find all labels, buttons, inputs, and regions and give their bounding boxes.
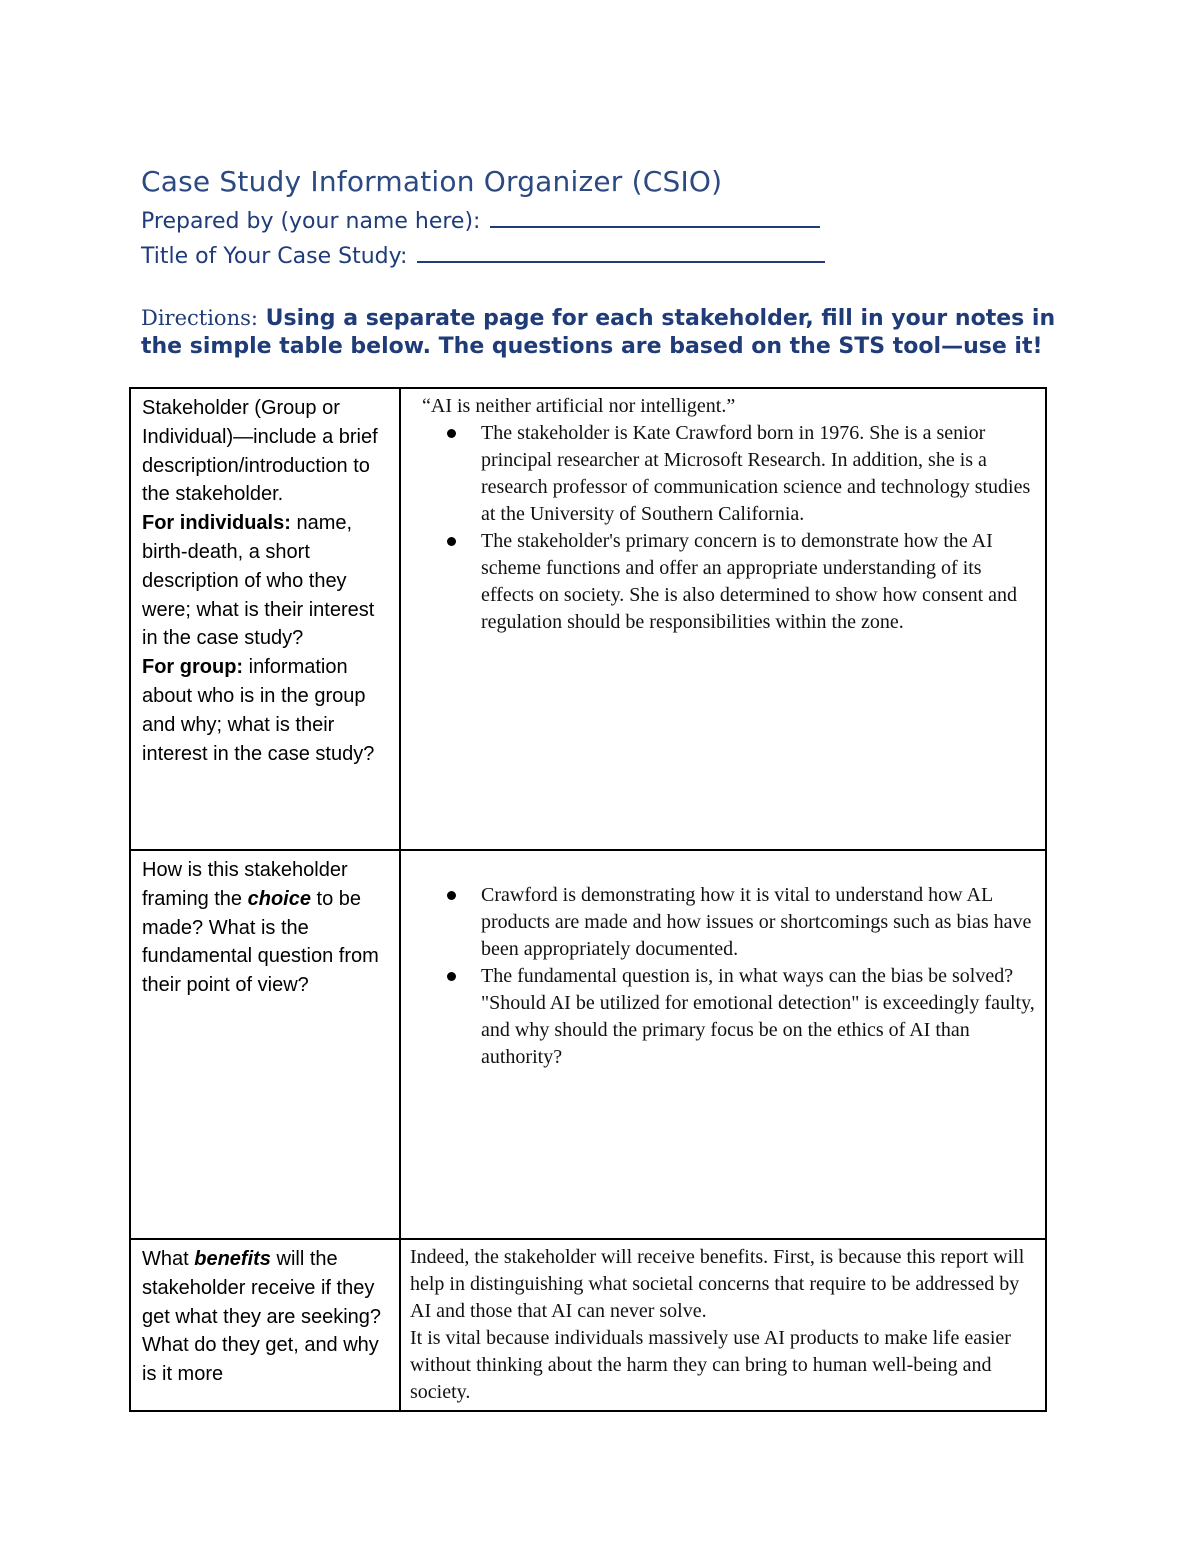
stakeholder-question-cell bbox=[130, 388, 400, 850]
list-item: The fundamental question is, in what ways can the bias be solved? "Should AI be utilized for emotional detection" is exceedingly faulty, and why should the primary focus be on the ethics of AI than authority? bbox=[481, 963, 1035, 1071]
benefits-paragraph: It is vital because individuals massively use AI products to make life easier without thinking about the harm they can bring to human well-being and society. bbox=[410, 1327, 1011, 1403]
individuals-text: name, birth-death, a short description of who they were; what is their interest in the case study? bbox=[142, 512, 375, 650]
benefits-paragraph: Indeed, the stakeholder will receive benefits. First, is because this report will help in distinguishing what societal concerns that require to be addressed by AI and those that AI can never solve. bbox=[410, 1246, 1025, 1322]
benefits-question-after: will the stakeholder receive if they get what they are seeking? What do they get, and why is it more bbox=[142, 1248, 382, 1386]
prepared-by-line bbox=[141, 206, 820, 234]
prepared-by-blank[interactable] bbox=[490, 206, 820, 228]
case-title-line bbox=[141, 241, 825, 269]
benefits-question-emphasis: benefits bbox=[194, 1248, 271, 1270]
directions bbox=[141, 304, 1071, 361]
benefits-answer-cell[interactable] bbox=[400, 1239, 1046, 1411]
choice-bullet-list bbox=[410, 882, 1035, 1071]
prepared-by-label: Prepared by (your name here): bbox=[141, 209, 481, 234]
choice-question-cell bbox=[130, 850, 400, 1239]
table-row bbox=[130, 850, 1046, 1239]
table-row bbox=[130, 388, 1046, 850]
choice-question-before: How is this stakeholder framing the bbox=[142, 859, 348, 910]
list-item: Crawford is demonstrating how it is vital to understand how AL products are made and how issues or shortcomings such as bias have been appropriately documented. bbox=[481, 882, 1035, 963]
group-label: For group: bbox=[142, 656, 244, 679]
choice-answer-cell[interactable] bbox=[400, 850, 1046, 1239]
stakeholder-quote: “AI is neither artificial nor intelligent.” bbox=[422, 395, 736, 417]
choice-question-after: to be made? What is the fundamental question from their point of view? bbox=[142, 887, 379, 997]
choice-question-emphasis: choice bbox=[247, 887, 311, 910]
stakeholder-answer-cell[interactable] bbox=[400, 388, 1046, 850]
table-row bbox=[130, 1239, 1046, 1411]
benefits-question-before: What bbox=[142, 1248, 189, 1270]
case-title-label: Title of Your Case Study: bbox=[141, 244, 408, 269]
group-text: information about who is in the group and why; what is their interest in the case study? bbox=[142, 656, 375, 765]
empty-line bbox=[410, 855, 1035, 882]
benefits-question-cell bbox=[130, 1239, 400, 1411]
directions-label: Directions: bbox=[141, 306, 258, 330]
directions-text: Using a separate page for each stakeholder, fill in your notes in the simple table below. The questions are based on the STS tool—use it! bbox=[141, 306, 1056, 359]
list-item: The stakeholder's primary concern is to demonstrate how the AI scheme functions and offer an appropriate understanding of its effects on society. She is also determined to show how consent and regulation should be responsibilities within the zone. bbox=[481, 528, 1035, 636]
case-title-blank[interactable] bbox=[417, 241, 825, 263]
list-item: The stakeholder is Kate Crawford born in 1976. She is a senior principal researcher at Microsoft Research. In addition, she is a research professor of communication science and technology studies at the University of Southern California. bbox=[481, 420, 1035, 528]
stakeholder-bullet-list bbox=[410, 420, 1035, 636]
stakeholder-table bbox=[129, 387, 1047, 1412]
individuals-label: For individuals: bbox=[142, 512, 291, 535]
stakeholder-question-intro: Stakeholder (Group or Individual)—include a brief description/introduction to the stakeholder. bbox=[142, 397, 378, 506]
document-title: Case Study Information Organizer (CSIO) bbox=[141, 165, 723, 198]
